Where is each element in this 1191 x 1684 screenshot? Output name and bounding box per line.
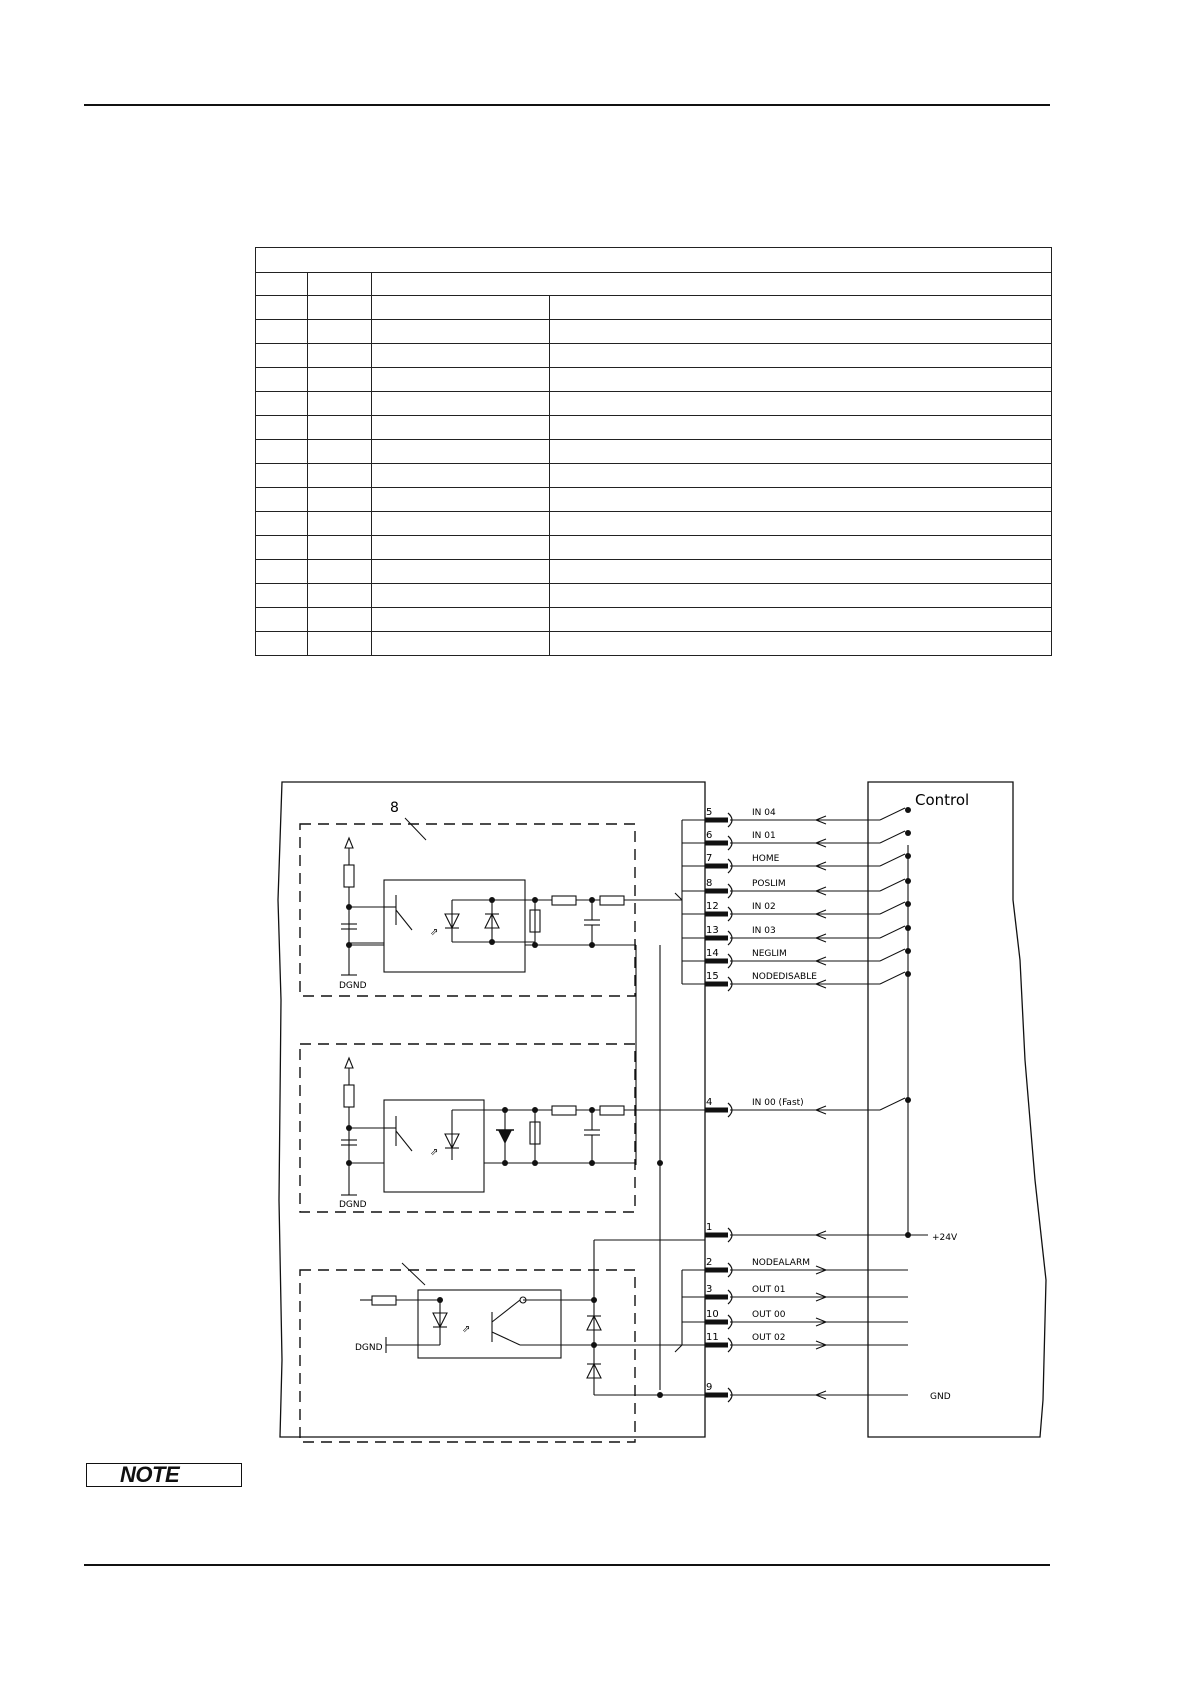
pin-number: 13 — [706, 925, 719, 936]
connector-pin — [705, 1097, 911, 1117]
connector-pin — [705, 830, 911, 850]
connector-pin — [705, 1332, 908, 1352]
pin-label: NEGLIM — [752, 949, 787, 959]
dgnd-label-1: DGND — [339, 981, 367, 991]
pin-label: HOME — [752, 854, 780, 864]
pin-number: 12 — [706, 901, 719, 912]
connector-pin — [705, 948, 911, 968]
pin-number: 8 — [706, 878, 713, 889]
pin-label: OUT 01 — [752, 1285, 786, 1295]
pin-label: IN 02 — [752, 902, 776, 912]
svg-text:⇗: ⇗ — [462, 1324, 471, 1335]
pin-number: 10 — [706, 1309, 719, 1320]
pin-number: 5 — [706, 807, 713, 818]
svg-text:⇗: ⇗ — [430, 1147, 439, 1158]
connector-pin — [705, 901, 911, 921]
connector-pin — [705, 807, 911, 827]
dgnd-label-2: DGND — [339, 1200, 367, 1210]
control-unit-outline — [868, 782, 1046, 1437]
dgnd-label-3: DGND — [355, 1343, 383, 1353]
connector-pin — [705, 853, 911, 873]
pullup-resistor — [344, 865, 354, 887]
v24-label: +24V — [932, 1233, 958, 1243]
connector-pin — [705, 1257, 908, 1277]
connector-pin — [705, 1222, 928, 1242]
block-number-label: 8 — [390, 800, 399, 816]
pin-number: 15 — [706, 971, 719, 982]
footer-rule — [84, 1564, 1050, 1566]
output-block — [300, 1270, 635, 1442]
pin-label: IN 01 — [752, 831, 776, 841]
zener-diode-icon — [498, 1130, 512, 1144]
pin-number: 14 — [706, 948, 719, 959]
pin-number: 9 — [706, 1382, 713, 1393]
optocoupler-2 — [384, 1100, 484, 1192]
pin-number: 4 — [706, 1097, 713, 1108]
pin-label: IN 03 — [752, 926, 776, 936]
control-label: Control — [915, 791, 970, 809]
pin-label: OUT 00 — [752, 1310, 786, 1320]
pin-label: IN 04 — [752, 808, 776, 818]
pin-label: POSLIM — [752, 879, 786, 889]
note-label: NOTE — [120, 1462, 180, 1487]
pin-number: 3 — [706, 1284, 713, 1295]
connector-pin — [705, 925, 911, 945]
svg-text:⇗: ⇗ — [430, 927, 439, 938]
connector-pin — [705, 1382, 908, 1402]
gnd-label: GND — [930, 1392, 951, 1402]
pin-number: 6 — [706, 830, 713, 841]
pin-number: 7 — [706, 853, 713, 864]
pin-number: 2 — [706, 1257, 713, 1268]
input-block-1 — [300, 824, 635, 996]
pin-label: IN 00 (Fast) — [752, 1098, 804, 1108]
connector-pins — [682, 807, 928, 1402]
output-block-leader — [402, 1263, 425, 1285]
note-box — [86, 1463, 242, 1487]
block-number-leader — [405, 818, 426, 840]
connector-pin — [705, 1309, 908, 1329]
pin-label: OUT 02 — [752, 1333, 786, 1343]
pin-label: NODEALARM — [752, 1258, 810, 1268]
pin-number: 1 — [706, 1222, 713, 1233]
connector-pin — [705, 1284, 908, 1304]
pin-label: NODEDISABLE — [752, 972, 817, 982]
connector-pin — [705, 878, 911, 898]
optocoupler-1 — [384, 880, 525, 972]
pin-number: 11 — [706, 1332, 719, 1343]
connector-pin — [705, 971, 911, 991]
